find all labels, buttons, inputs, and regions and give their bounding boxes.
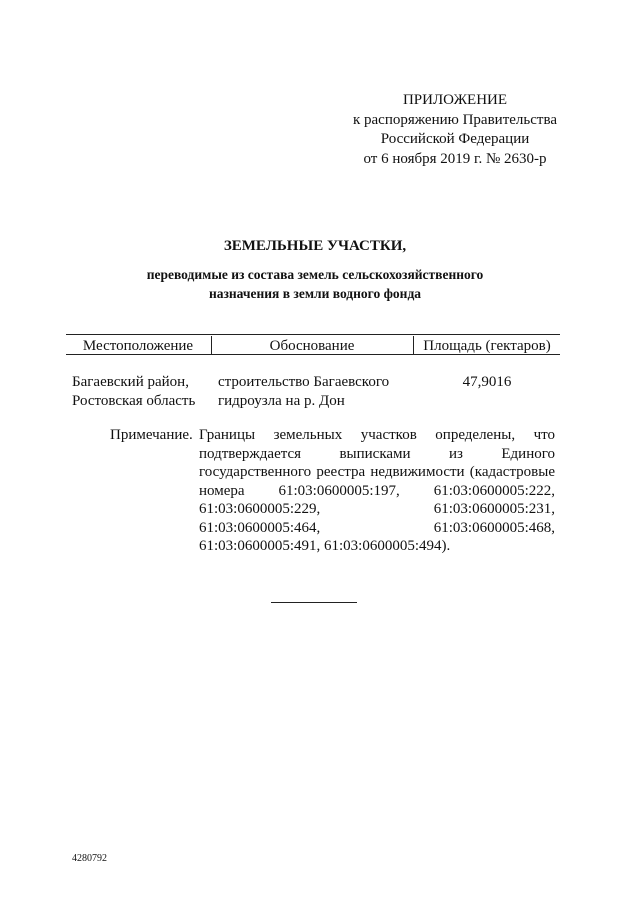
document-title: ЗЕМЕЛЬНЫЕ УЧАСТКИ, [223, 238, 407, 254]
basis-line-1: строительство Багаевского [218, 374, 390, 390]
table-header-rule [66, 354, 560, 355]
note-label: Примечание. [110, 427, 193, 443]
column-header-area: Площадь (гектаров) [423, 338, 551, 354]
table-top-rule [66, 334, 560, 335]
document-subtitle [60, 265, 570, 303]
appendix-block [330, 91, 580, 169]
document-number: 4280792 [72, 853, 107, 864]
appendix-line-date: от 6 ноября 2019 г. № 2630-р [363, 150, 547, 167]
subtitle-line-2: назначения в земли водного фонда [208, 286, 422, 301]
appendix-heading: ПРИЛОЖЕНИЕ [402, 92, 508, 108]
column-header-location: Местоположение [82, 338, 194, 354]
end-of-document-line [271, 602, 357, 603]
note-text: Границы земельных участков определены, что подтверждается выписками из Единого государственного реестра недвижимости (кадастровые номера 61:03:0600005:197, 61:03:0600005:222, 61:03:0600005:229, 61:03:0600005:231, 61:03:0600005:464, 61:03:0600005:468, 61:03:0600005:491, 61:03:0600005:494). [199, 427, 555, 554]
table-row-basis [218, 373, 389, 411]
appendix-line-order: к распоряжению Правительства [352, 111, 557, 128]
location-line-2: Ростовская область [72, 393, 196, 409]
location-line-1: Багаевский район, [72, 374, 189, 390]
table-row-area: 47,9016 [462, 374, 512, 390]
column-header-basis: Обоснование [269, 338, 355, 354]
subtitle-line-1: переводимые из состава земель сельскохозяйственного [146, 267, 484, 282]
appendix-line-federation: Российской Федерации [380, 131, 530, 147]
table-row-location [72, 373, 195, 411]
basis-line-2: гидроузла на р. Дон [218, 393, 345, 409]
